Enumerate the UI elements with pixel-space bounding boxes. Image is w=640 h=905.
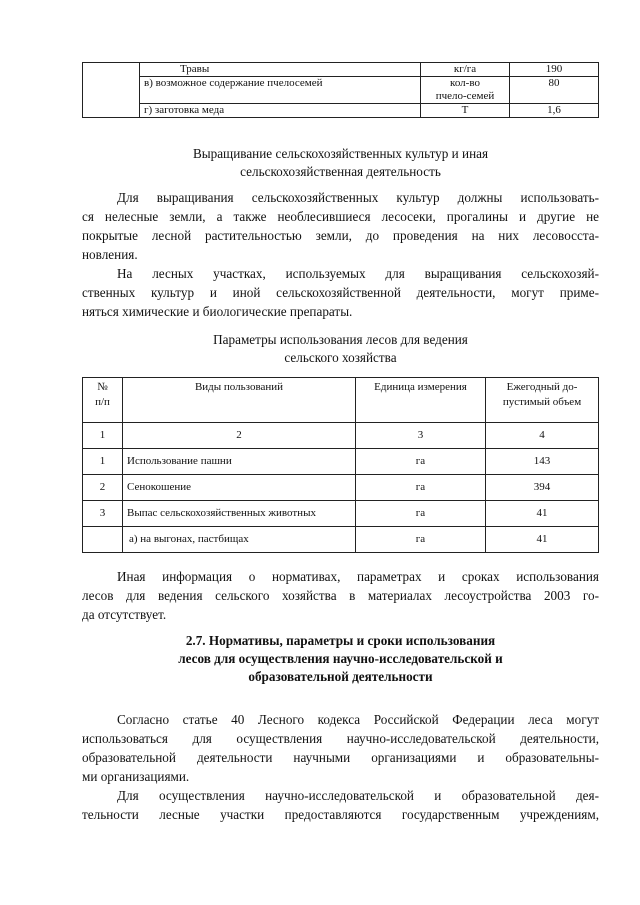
paragraph-line: покрытые лесной растительностью земли, до проведения на них лесовосста- <box>82 228 599 243</box>
paragraph <box>82 567 599 624</box>
table-index-row <box>83 423 599 449</box>
table-header-row <box>83 378 599 423</box>
header-volume <box>486 378 599 423</box>
paragraph-line: ственных культур и иной сельскохозяйственной деятельности, могут приме- <box>82 285 599 300</box>
header-num <box>83 378 123 423</box>
paragraph-line: лесов для ведения сельского хозяйства в материалах лесоустройства 2003 го- <box>82 588 599 603</box>
table-cell-value: 1,6 <box>510 104 599 118</box>
unit-line: кол-во <box>450 77 480 89</box>
parameters-table <box>82 377 599 553</box>
paragraph-line: новления. <box>82 247 138 262</box>
header-line: пустимый объем <box>502 396 582 408</box>
cell-unit: га <box>356 527 486 553</box>
paragraph <box>82 710 599 824</box>
table-cell-item: Травы <box>140 63 421 77</box>
paragraph-line: ся нелесные земли, а также необлесившиеся лесосеки, прогалины и другие не <box>82 209 599 224</box>
heading-line: сельского хозяйства <box>284 350 397 365</box>
heading-line: Параметры использования лесов для ведения <box>213 332 468 347</box>
paragraph-line: использоваться для осуществления научно-исследовательской деятельности, <box>82 731 599 746</box>
table-cell-empty <box>83 63 140 118</box>
table-row <box>83 527 599 553</box>
header-kind: Виды пользований <box>123 378 356 423</box>
heading-line: лесов для осуществления научно-исследовательской и <box>178 651 503 666</box>
cell-kind: Выпас сельскохозяйственных животных <box>123 501 356 527</box>
table-row <box>83 449 599 475</box>
cell-num: 2 <box>83 475 123 501</box>
paragraph-line: Иная информация о нормативах, параметрах и сроках использования <box>117 569 599 584</box>
header-line: Ежегодный до- <box>506 381 578 393</box>
header-line: п/п <box>95 396 110 408</box>
cell-volume: 41 <box>486 501 599 527</box>
paragraph-line: ми организациями. <box>82 769 190 784</box>
cell-num <box>83 527 123 553</box>
paragraph-line: образовательной деятельности научными организациями и образовательны- <box>82 750 599 765</box>
cell-unit: га <box>356 501 486 527</box>
paragraph-line: Для осуществления научно-исследовательской и образовательной дея- <box>117 788 599 803</box>
section-heading <box>82 632 599 686</box>
index-cell: 2 <box>123 423 356 449</box>
table-cell-unit: кг/га <box>421 63 510 77</box>
table-title <box>82 331 599 367</box>
cell-volume: 143 <box>486 449 599 475</box>
table-row <box>83 475 599 501</box>
paragraph-line: Для выращивания сельскохозяйственных культур должны использовать- <box>117 190 599 205</box>
paragraph-line: Согласно статье 40 Лесного кодекса Российской Федерации леса могут <box>117 712 599 727</box>
index-cell: 4 <box>486 423 599 449</box>
table-row <box>83 77 599 104</box>
table-cell-unit <box>421 77 510 104</box>
cell-kind: Использование пашни <box>123 449 356 475</box>
paragraph-line: На лесных участках, используемых для выращивания сельскохозяй- <box>117 266 599 281</box>
table-cell-value: 80 <box>510 77 599 104</box>
table-row <box>83 104 599 118</box>
cell-unit: га <box>356 449 486 475</box>
heading-line: образовательной деятельности <box>248 669 433 684</box>
index-cell: 3 <box>356 423 486 449</box>
cell-num: 3 <box>83 501 123 527</box>
header-line: № <box>97 381 108 393</box>
table-row <box>83 501 599 527</box>
cell-unit: га <box>356 475 486 501</box>
paragraph-line: тельности лесные участки предоставляются государственным учреждениям, <box>82 807 599 822</box>
table-cell-item: г) заготовка меда <box>140 104 421 118</box>
top-table <box>82 62 599 118</box>
cell-volume: 394 <box>486 475 599 501</box>
cell-volume: 41 <box>486 527 599 553</box>
table-cell-value: 190 <box>510 63 599 77</box>
cell-num: 1 <box>83 449 123 475</box>
unit-line: пчело-семей <box>435 90 495 102</box>
heading-line: 2.7. Нормативы, параметры и сроки использования <box>185 633 496 648</box>
table-row <box>83 63 599 77</box>
paragraph-line: няться химические и биологические препараты. <box>82 304 353 319</box>
cell-kind: а) на выгонах, пастбищах <box>123 527 356 553</box>
section-heading <box>82 145 599 181</box>
heading-line: Выращивание сельскохозяйственных культур и иная <box>192 146 489 161</box>
index-cell: 1 <box>83 423 123 449</box>
table-cell-item: в) возможное содержание пчелосемей <box>140 77 421 104</box>
table-cell-unit: Т <box>421 104 510 118</box>
header-unit: Единица измерения <box>356 378 486 423</box>
cell-kind: Сенокошение <box>123 475 356 501</box>
paragraph-line: да отсутствует. <box>82 607 167 622</box>
heading-line: сельскохозяйственная деятельность <box>240 164 441 179</box>
paragraph <box>82 188 599 321</box>
